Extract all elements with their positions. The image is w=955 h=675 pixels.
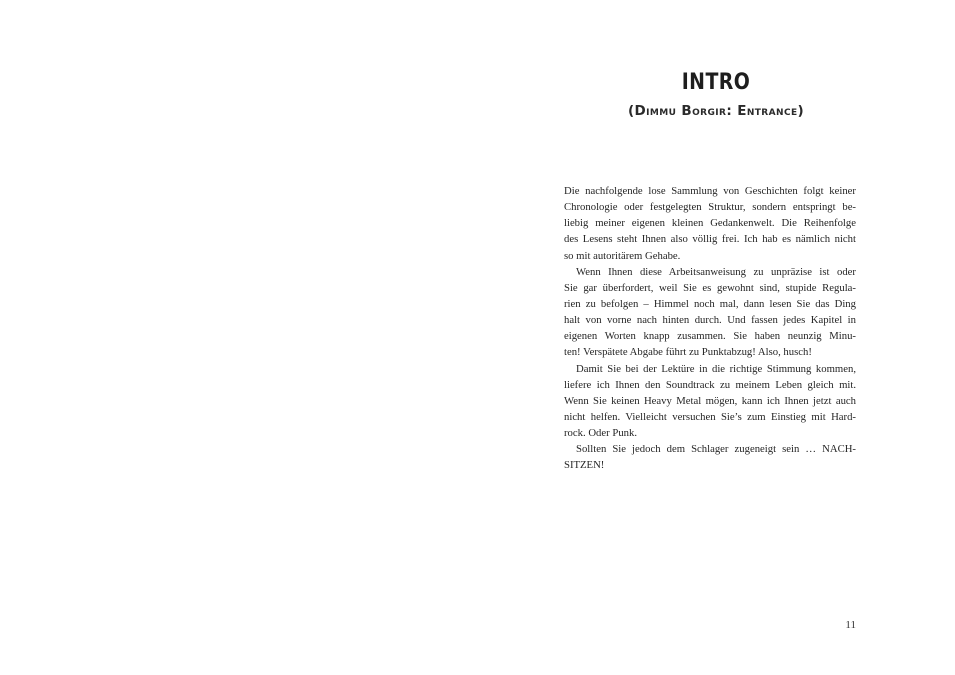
text-line: liefere ich Ihnen den Soundtrack zu meinem Leben gleich mit.: [564, 378, 856, 391]
text-line: Wenn Sie keinen Heavy Metal mögen, kann ich Ihnen jetzt auch: [564, 394, 856, 407]
text-line: des Lesens steht Ihnen also völlig frei. Ich hab es nämlich nicht: [564, 233, 856, 246]
text-line: nicht helfen. Vielleicht versuchen Sie’s zum Einstieg mit Hard-: [564, 410, 856, 423]
chapter-subtitle: (Dimmu Borgir: Entrance): [627, 103, 805, 119]
text-line: ten! Verspätete Abgabe führt zu Punktabzug! Also, husch!: [564, 346, 812, 359]
page-number: 11: [845, 619, 856, 631]
text-line: SITZEN!: [564, 459, 605, 472]
text-line: Sie gar überfordert, weil Sie es gewohnt sind, stupide Regula-: [564, 281, 856, 294]
chapter-title: INTRO: [681, 70, 751, 95]
left-page-blank: [0, 0, 477, 675]
text-line: Sollten Sie jedoch dem Schlager zugeneigt sein … NACH-: [576, 443, 856, 456]
text-line: so mit autoritärem Gehabe.: [564, 249, 681, 262]
body-text: [564, 183, 856, 474]
text-line: Die nachfolgende lose Sammlung von Geschichten folgt keiner: [564, 185, 856, 197]
text-line: Damit Sie bei der Lektüre in die richtige Stimmung kommen,: [576, 362, 856, 375]
text-line: rien zu befolgen – Himmel noch mal, dann lesen Sie das Ding: [564, 297, 856, 310]
text-line: Chronologie oder festgelegten Struktur, sondern entspringt be-: [564, 201, 856, 214]
text-line: Wenn Ihnen diese Arbeitsanweisung zu unpräzise ist oder: [576, 265, 856, 278]
right-page: [477, 0, 955, 675]
text-line: eigenen Worten knapp zusammen. Sie haben neunzig Minu-: [564, 330, 856, 343]
text-line: halt von vorne nach hinten durch. Und fassen jedes Kapitel in: [564, 314, 856, 327]
text-line: liebig meiner eigenen kleinen Gedankenwelt. Die Reihenfolge: [564, 217, 856, 230]
text-line: rock. Oder Punk.: [564, 427, 638, 440]
